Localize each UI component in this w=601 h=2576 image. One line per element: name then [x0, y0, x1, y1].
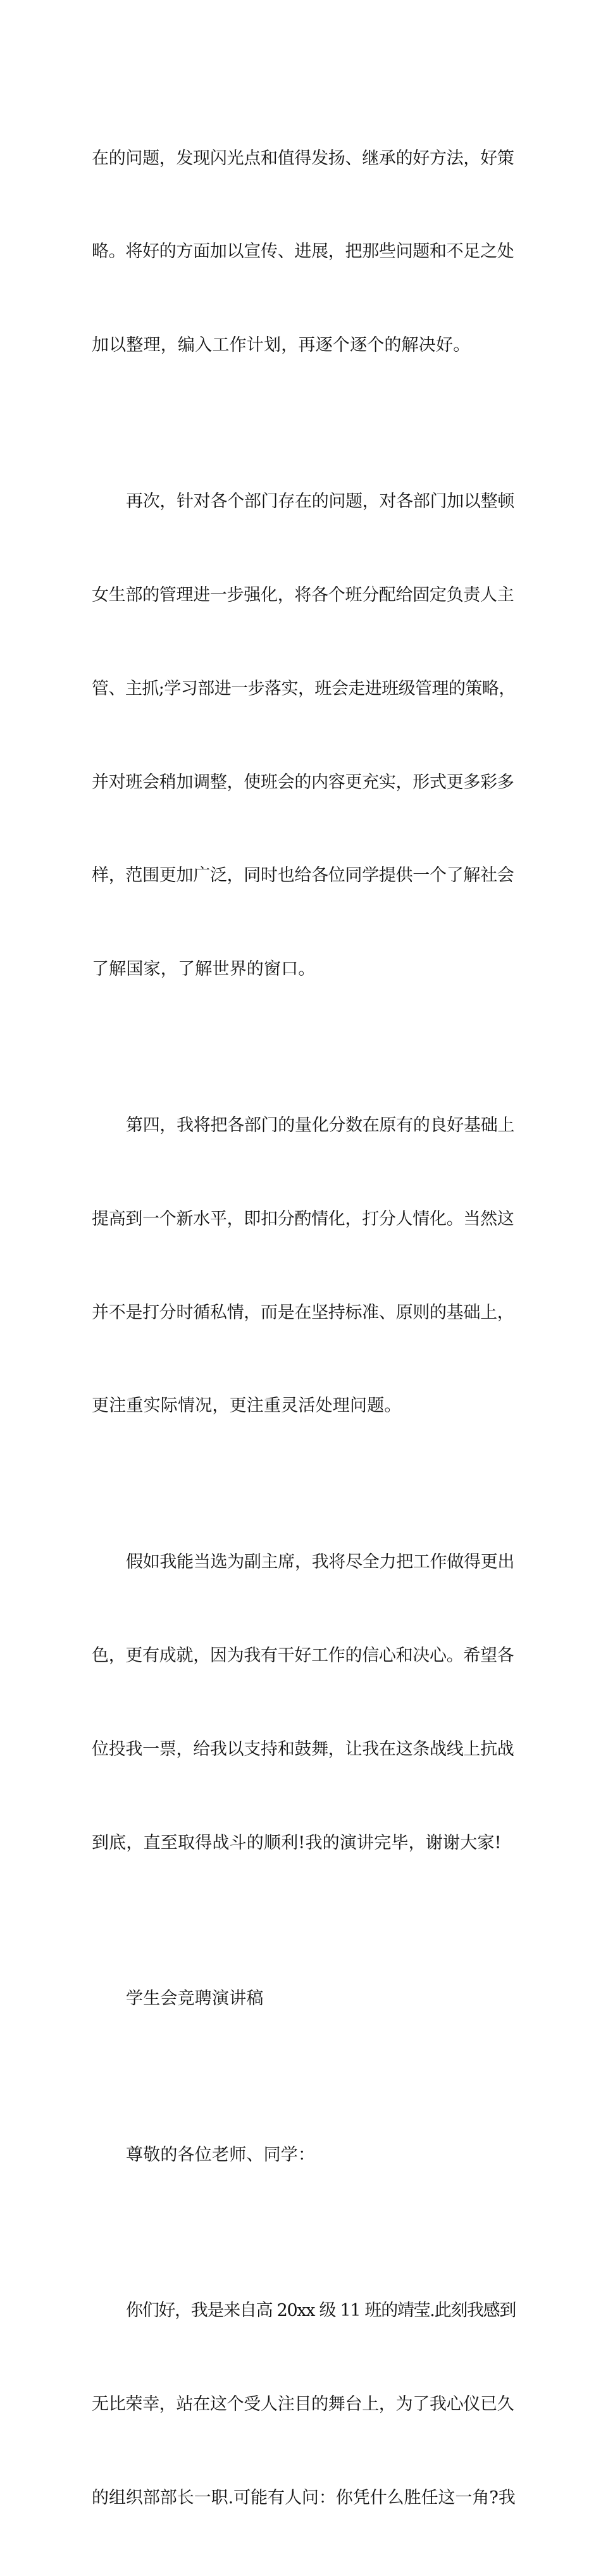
text-line: 了解国家，了解世界的窗口。 [92, 959, 316, 980]
text-line: 尊敬的各位老师、同学： [126, 2144, 316, 2165]
text-line: 学生会竞聘演讲稿 [126, 1989, 264, 2009]
text-line: 并不是打分时循私情，而是在坚持标准、原则的基础上， [92, 1302, 514, 1322]
text-line: 提高到一个新水平，即扣分酌情化，打分人情化。当然这 [92, 1209, 514, 1229]
text-line: 你们好，我是来自高 20xx 级 11 班的靖莹.此刻我感到 [126, 2301, 516, 2321]
text-line: 位投我一票，给我以支持和鼓舞，让我在这条战线上抗战 [92, 1739, 514, 1759]
text-line: 到底，直至取得战斗的顺利!我的演讲完毕，谢谢大家! [92, 1832, 502, 1853]
text-line: 在的问题，发现闪光点和值得发扬、继承的好方法，好策 [92, 148, 514, 168]
document-body [92, 80, 516, 2576]
text-line: 加以整理，编入工作计划，再逐个逐个的解决好。 [92, 335, 471, 356]
paragraph [92, 80, 516, 423]
text-line: 假如我能当选为副主席，我将尽全力把工作做得更出 [126, 1552, 515, 1572]
text-line: 第四，我将把各部门的量化分数在原有的良好基础上 [126, 1115, 515, 1135]
paragraph [92, 1484, 516, 1920]
text-line: 色，更有成就，因为我有干好工作的信心和决心。希望各 [92, 1645, 514, 1665]
salutation [92, 2077, 516, 2232]
paragraph [92, 1047, 516, 1484]
section-title [92, 1921, 516, 2077]
text-line: 无比荣幸，站在这个受人注目的舞台上，为了我心仪已久 [92, 2394, 514, 2414]
text-line: 的组织部部长一职.可能有人问：你凭什么胜任这一角?我 [92, 2487, 516, 2508]
text-line: 管、主抓;学习部进一步落实，班会走进班级管理的策略， [92, 678, 516, 699]
text-line: 女生部的管理进一步强化，将各个班分配给固定负责人主 [92, 585, 514, 605]
text-line: 更注重实际情况，更注重灵活处理问题。 [92, 1396, 402, 1416]
paragraph [92, 2232, 516, 2575]
text-line: 并对班会稍加调整，使班会的内容更充实，形式更多彩多 [92, 772, 514, 792]
paragraph [92, 423, 516, 1047]
text-line: 略。将好的方面加以宣传、进展，把那些问题和不足之处 [92, 242, 514, 262]
text-line: 样，范围更加广泛，同时也给各位同学提供一个了解社会 [92, 866, 514, 886]
text-line: 再次，针对各个部门存在的问题，对各部门加以整顿 [126, 491, 515, 511]
